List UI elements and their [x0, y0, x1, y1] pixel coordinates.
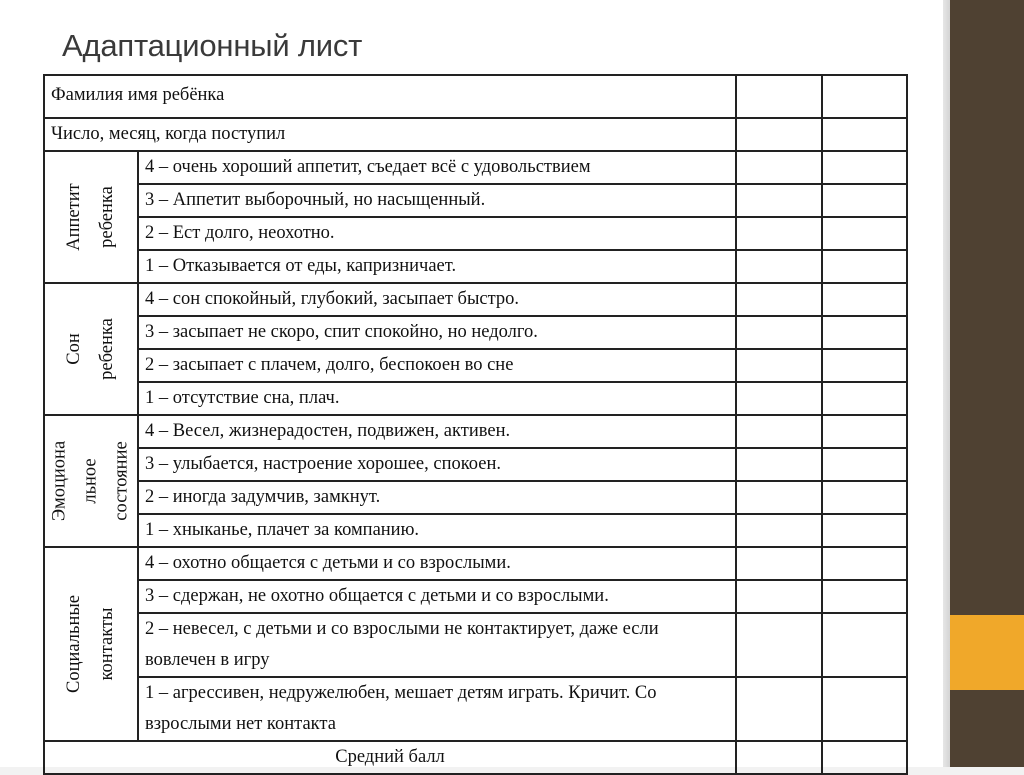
- score-cell[interactable]: [822, 217, 907, 250]
- side-accent: [950, 615, 1024, 690]
- category-line: контакты: [97, 607, 117, 681]
- table-row: [44, 184, 907, 217]
- category-line: ребенка: [97, 186, 117, 248]
- score-cell[interactable]: [822, 741, 907, 774]
- score-cell[interactable]: [736, 448, 822, 481]
- category-line: Социальные: [64, 595, 84, 693]
- score-cell[interactable]: [736, 382, 822, 415]
- child-name-label: Фамилия имя ребёнка: [44, 75, 736, 118]
- criterion-text: 2 – невесел, с детьми и со взрослыми не контактирует, даже если вовлечен в игру: [138, 613, 736, 677]
- table-row: [44, 349, 907, 382]
- score-cell[interactable]: [736, 118, 822, 151]
- admission-date-label: Число, месяц, когда поступил: [44, 118, 736, 151]
- table-row: [44, 151, 907, 184]
- score-cell[interactable]: [736, 283, 822, 316]
- category-sleep: [44, 283, 138, 415]
- score-cell[interactable]: [736, 547, 822, 580]
- score-cell[interactable]: [822, 547, 907, 580]
- score-cell[interactable]: [822, 184, 907, 217]
- table-row: [44, 217, 907, 250]
- score-cell[interactable]: [736, 349, 822, 382]
- criterion-text: 2 – Ест долго, неохотно.: [138, 217, 736, 250]
- criterion-text: 3 – засыпает не скоро, спит спокойно, но недолго.: [138, 316, 736, 349]
- category-line: Аппетит: [64, 183, 84, 251]
- score-cell[interactable]: [822, 677, 907, 741]
- table-row: [44, 316, 907, 349]
- score-cell[interactable]: [822, 283, 907, 316]
- score-cell[interactable]: [736, 316, 822, 349]
- score-cell[interactable]: [736, 151, 822, 184]
- score-cell[interactable]: [822, 514, 907, 547]
- category-line: состояние: [111, 441, 132, 521]
- score-cell[interactable]: [822, 382, 907, 415]
- table-row: [44, 448, 907, 481]
- score-cell[interactable]: [822, 250, 907, 283]
- slide-title: Адаптационный лист: [62, 28, 363, 63]
- score-cell[interactable]: [822, 118, 907, 151]
- score-cell[interactable]: [822, 151, 907, 184]
- table-row: [44, 677, 907, 741]
- score-cell[interactable]: [736, 217, 822, 250]
- table-row: [44, 514, 907, 547]
- score-cell[interactable]: [736, 580, 822, 613]
- table-row: [44, 250, 907, 283]
- criterion-text: 4 – Весел, жизнерадостен, подвижен, активен.: [138, 415, 736, 448]
- category-line: Эмоциона: [49, 440, 70, 522]
- slide-edge: [943, 0, 950, 767]
- score-cell[interactable]: [736, 514, 822, 547]
- criterion-text: 2 – иногда задумчив, замкнут.: [138, 481, 736, 514]
- table-row: [44, 547, 907, 580]
- table-row: [44, 382, 907, 415]
- criterion-text: 1 – агрессивен, недружелюбен, мешает детям играть. Кричит. Со взрослыми нет контакта: [138, 677, 736, 741]
- score-cell[interactable]: [736, 613, 822, 677]
- average-score-label: Средний балл: [44, 741, 736, 774]
- footer-row: [44, 741, 907, 774]
- score-cell[interactable]: [822, 349, 907, 382]
- criterion-text: 1 – отсутствие сна, плач.: [138, 382, 736, 415]
- score-cell[interactable]: [822, 75, 907, 118]
- score-cell[interactable]: [736, 677, 822, 741]
- score-cell[interactable]: [736, 415, 822, 448]
- header-row: [44, 75, 907, 118]
- table-row: [44, 613, 907, 677]
- category-emotional-state: [44, 415, 138, 547]
- table-row: [44, 415, 907, 448]
- criterion-text: 4 – охотно общается с детьми и со взрослыми.: [138, 547, 736, 580]
- score-cell[interactable]: [822, 415, 907, 448]
- score-cell[interactable]: [736, 75, 822, 118]
- category-appetite: [44, 151, 138, 283]
- criterion-text: 2 – засыпает с плачем, долго, беспокоен во сне: [138, 349, 736, 382]
- score-cell[interactable]: [822, 316, 907, 349]
- criterion-text: 3 – сдержан, не охотно общается с детьми и со взрослыми.: [138, 580, 736, 613]
- table-row: [44, 283, 907, 316]
- criterion-text: 3 – улыбается, настроение хорошее, спокоен.: [138, 448, 736, 481]
- criterion-text: 4 – сон спокойный, глубокий, засыпает быстро.: [138, 283, 736, 316]
- table-row: [44, 481, 907, 514]
- adaptation-table: [43, 74, 908, 775]
- score-cell[interactable]: [822, 448, 907, 481]
- criterion-text: 1 – хныканье, плачет за компанию.: [138, 514, 736, 547]
- score-cell[interactable]: [822, 481, 907, 514]
- score-cell[interactable]: [822, 613, 907, 677]
- criterion-text: 3 – Аппетит выборочный, но насыщенный.: [138, 184, 736, 217]
- category-line: льное: [80, 458, 101, 504]
- category-line: Сон: [64, 333, 84, 365]
- score-cell[interactable]: [736, 250, 822, 283]
- category-line: ребенка: [97, 318, 117, 380]
- header-row: [44, 118, 907, 151]
- score-cell[interactable]: [736, 184, 822, 217]
- score-cell[interactable]: [736, 741, 822, 774]
- criterion-text: 1 – Отказывается от еды, капризничает.: [138, 250, 736, 283]
- category-social-contacts: [44, 547, 138, 741]
- table-row: [44, 580, 907, 613]
- score-cell[interactable]: [822, 580, 907, 613]
- criterion-text: 4 – очень хороший аппетит, съедает всё с удовольствием: [138, 151, 736, 184]
- score-cell[interactable]: [736, 481, 822, 514]
